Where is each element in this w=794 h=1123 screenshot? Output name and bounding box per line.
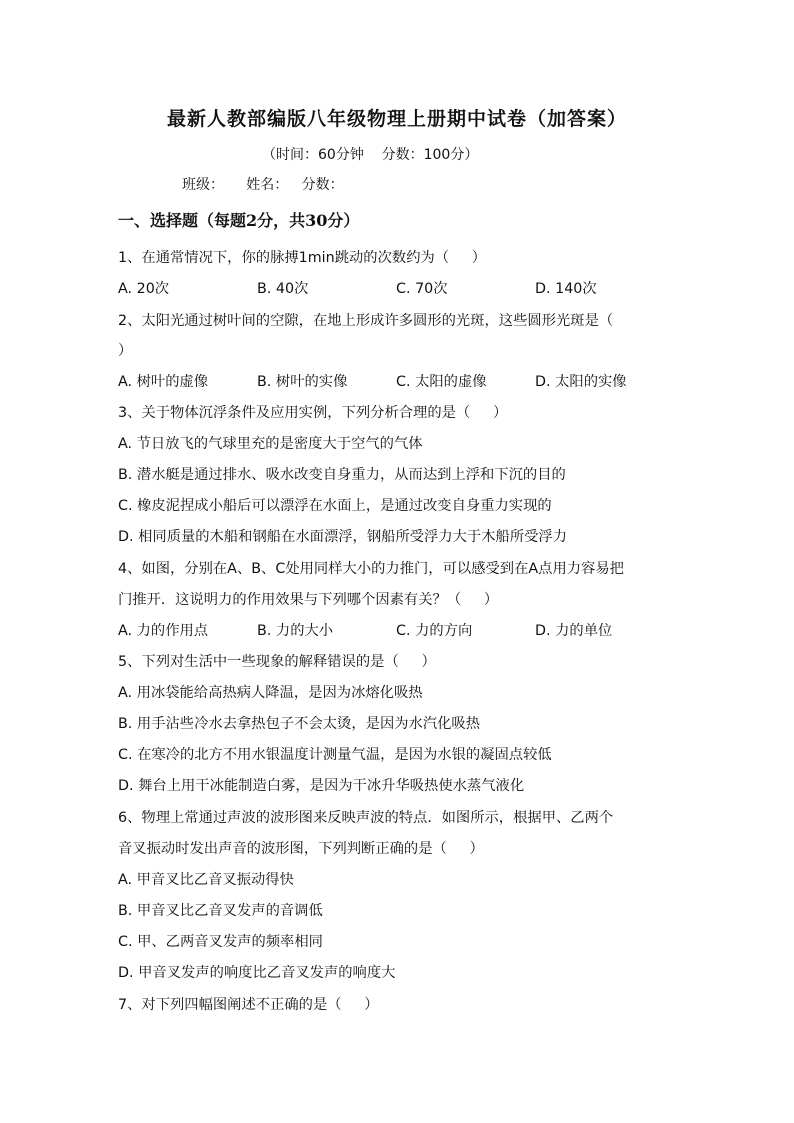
question-5-option-c: C. 在寒冷的北方不用水银温度计测量气温，是因为水银的凝固点较低 (118, 747, 552, 763)
question-6-option-a: A. 甲音叉比乙音叉振动得快 (118, 872, 294, 888)
question-3-stem: 3、关于物体沉浮条件及应用实例，下列分析合理的是（ ） (118, 405, 508, 421)
question-3-option-b: B. 潜水艇是通过排水、吸水改变自身重力，从而达到上浮和下沉的目的 (118, 467, 566, 483)
question-1-option-d: D. 140次 (535, 281, 597, 297)
student-fields: 班级： 姓名： 分数： (182, 177, 344, 193)
question-6-stem: 6、物理上常通过声波的波形图来反映声波的特点．如图所示，根据甲、乙两个 (118, 810, 614, 826)
question-5-stem: 5、下列对生活中一些现象的解释错误的是（ ） (118, 654, 436, 670)
question-2-option-a: A. 树叶的虚像 (118, 374, 209, 390)
question-3-option-c: C. 橡皮泥捏成小船后可以漂浮在水面上，是通过改变自身重力实现的 (118, 498, 552, 514)
question-1-option-a: A. 20次 (118, 281, 170, 297)
question-6-option-c: C. 甲、乙两音叉发声的频率相同 (118, 934, 323, 950)
question-4-option-a: A. 力的作用点 (118, 623, 209, 639)
question-2-stem: 2、太阳光通过树叶间的空隙，在地上形成许多圆形的光斑，这些圆形光斑是（ (118, 313, 614, 329)
question-5-option-b: B. 用手沾些冷水去拿热包子不会太烫，是因为水汽化吸热 (118, 716, 481, 732)
question-6-option-d: D. 甲音叉发声的响度比乙音叉发声的响度大 (118, 965, 396, 981)
section-heading: 一、选择题（每题2分，共30分） (118, 211, 360, 230)
question-3-option-a: A. 节日放飞的气球里充的是密度大于空气的气体 (118, 436, 423, 452)
question-2-option-b: B. 树叶的实像 (257, 374, 348, 390)
question-4-option-b: B. 力的大小 (257, 623, 334, 639)
question-6-option-b: B. 甲音叉比乙音叉发声的音调低 (118, 903, 323, 919)
question-2-option-d: D. 太阳的实像 (535, 374, 627, 390)
question-4-stem: 4、如图，分别在A、B、C处用同样大小的力推门，可以感受到在A点用力容易把 (118, 561, 624, 577)
question-4-option-d: D. 力的单位 (535, 623, 613, 639)
question-4-option-c: C. 力的方向 (396, 623, 473, 639)
question-1-option-b: B. 40次 (257, 281, 309, 297)
question-3-option-d: D. 相同质量的木船和钢船在水面漂浮，钢船所受浮力大于木船所受浮力 (118, 529, 568, 545)
question-4-stem-cont: 门推开．这说明力的作用效果与下列哪个因素有关？（ ） (118, 592, 499, 608)
question-6-stem-cont: 音叉振动时发出声音的波形图，下列判断正确的是（ ） (118, 841, 484, 857)
question-1-option-c: C. 70次 (396, 281, 448, 297)
exam-title: 最新人教部编版八年级物理上册期中试卷（加答案） (166, 108, 627, 130)
question-2-option-c: C. 太阳的虚像 (396, 374, 487, 390)
question-5-option-d: D. 舞台上用干冰能制造白雾，是因为干冰升华吸热使水蒸气液化 (118, 778, 525, 794)
question-5-option-a: A. 用冰袋能给高热病人降温，是因为冰熔化吸热 (118, 685, 423, 701)
exam-meta: （时间：60分钟 分数：100分） (262, 147, 479, 163)
question-7-stem: 7、对下列四幅图阐述不正确的是（ ） (118, 997, 379, 1013)
question-2-stem-cont: ） (118, 343, 133, 359)
question-1-stem: 1、在通常情况下，你的脉搏1min跳动的次数约为（ ） (118, 250, 487, 266)
